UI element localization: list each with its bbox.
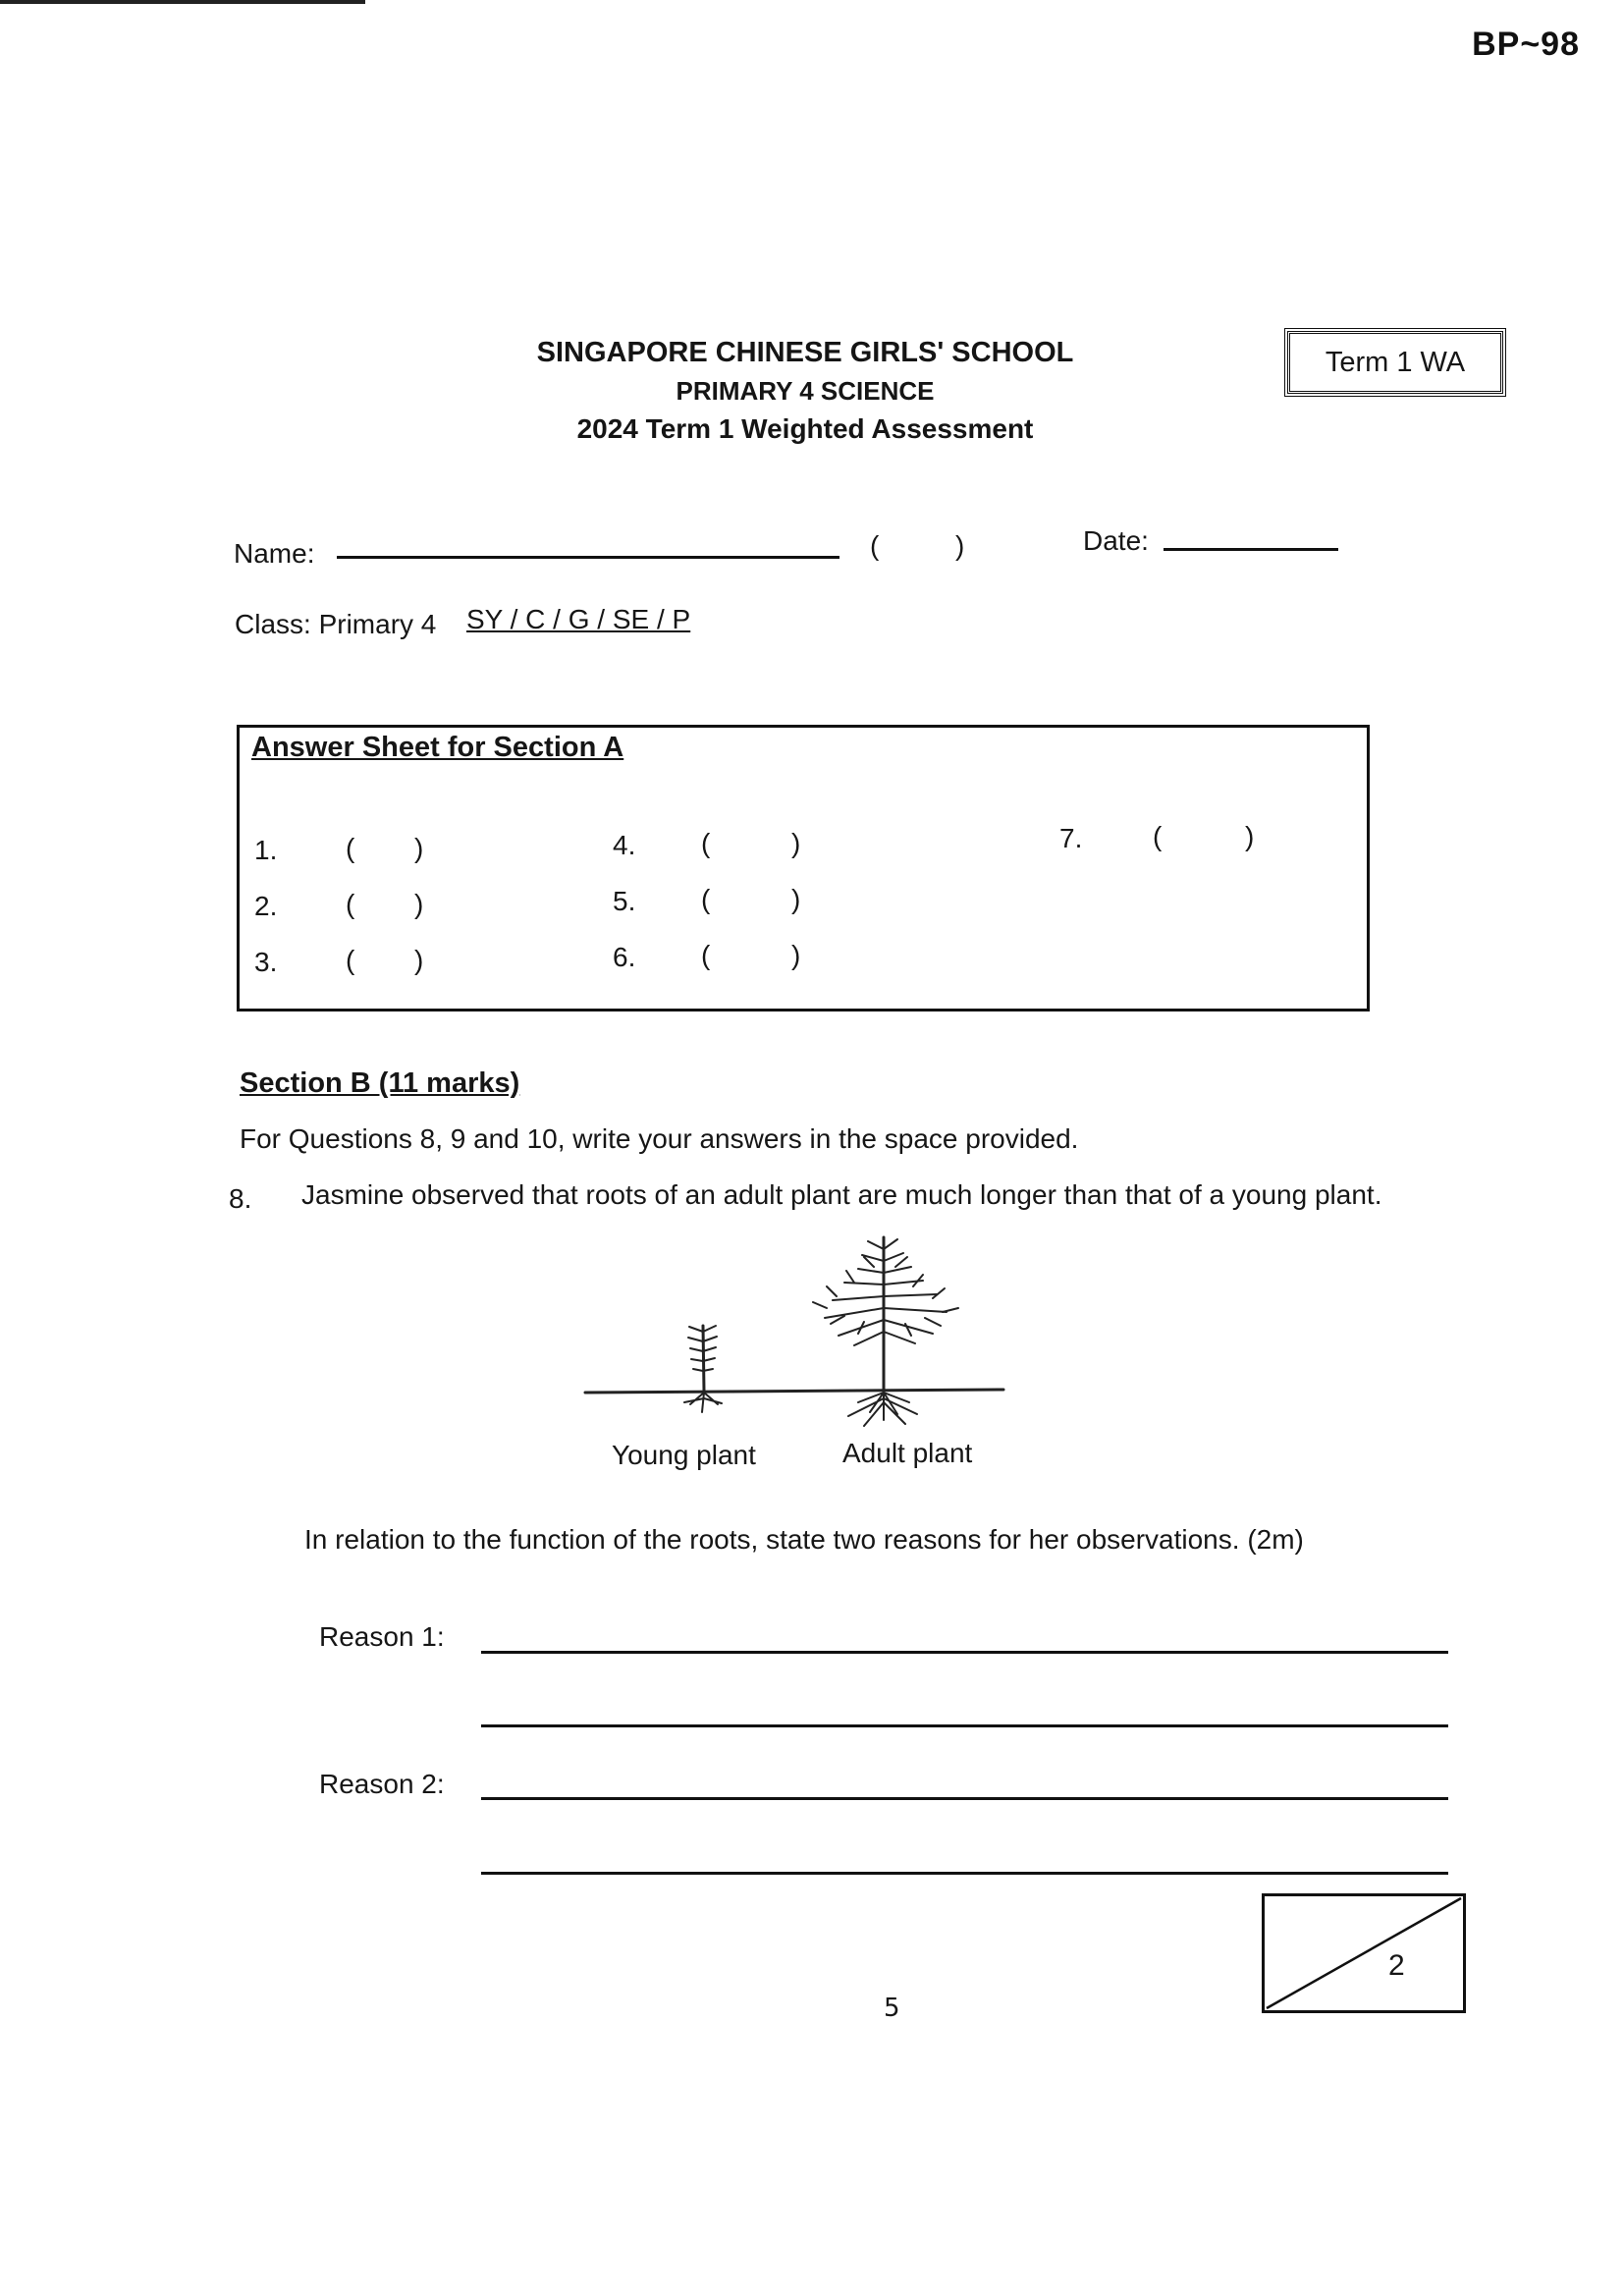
answer-1-open: ( [346,833,355,863]
reason-1-label: Reason 1: [319,1621,445,1652]
answer-5-close: ) [791,884,801,914]
class-options[interactable]: SY / C / G / SE / P [466,604,691,634]
answer-7-close: ) [1245,821,1255,851]
date-field[interactable] [1164,548,1338,551]
answer-4-close: ) [791,828,801,858]
ground-line [585,1390,1003,1393]
answer-6-close: ) [791,940,801,970]
answer-number-6: 6. [613,942,636,972]
answer-2-open: ( [346,889,355,919]
question-8-prompt: In relation to the function of the roots, state two reasons for her observations. (2m) [304,1524,1304,1555]
name-field[interactable] [337,556,839,559]
register-number-close: ) [955,530,965,561]
marks-total: 2 [1388,1949,1405,1982]
answer-number-3: 3. [254,947,278,977]
answer-1-close: ) [414,833,424,863]
answer-number-5: 5. [613,886,636,916]
register-number-open: ( [870,530,880,561]
answer-7-open: ( [1153,821,1163,851]
answer-2-close: ) [414,889,424,919]
answer-6-field[interactable] [717,940,785,973]
answer-number-1: 1. [254,835,278,865]
school-name: SINGAPORE CHINESE GIRLS' SCHOOL [536,337,1074,368]
register-number-field[interactable] [890,530,948,564]
answer-7-field[interactable] [1168,821,1237,854]
answer-3-field[interactable] [361,945,410,978]
reason-1-line-2[interactable] [481,1724,1448,1727]
answer-number-4: 4. [613,830,636,860]
answer-5-field[interactable] [717,884,785,917]
reason-1-line-1[interactable] [481,1651,1448,1654]
top-edge-line [0,0,365,4]
class-label: Class: Primary 4 [235,609,437,639]
reason-2-line-2[interactable] [481,1872,1448,1875]
question-8-text: Jasmine observed that roots of an adult plant are much longer than that of a young plant. [301,1179,1382,1210]
answer-number-7: 7. [1059,823,1083,853]
marks-box-diagonal [1265,1896,1463,2010]
answer-2-field[interactable] [361,889,410,922]
term-box: Term 1 WA [1287,331,1503,394]
answer-sheet-title: Answer Sheet for Section A [251,732,624,763]
answer-4-open: ( [701,828,711,858]
answer-5-open: ( [701,884,711,914]
answer-4-field[interactable] [717,828,785,861]
date-label: Date: [1083,525,1149,556]
adult-plant-label: Adult plant [842,1438,973,1468]
answer-6-open: ( [701,940,711,970]
question-8-number: 8. [229,1183,252,1214]
reason-2-label: Reason 2: [319,1769,445,1799]
answer-1-field[interactable] [361,833,410,866]
young-plant-label: Young plant [612,1440,756,1470]
reason-2-line-1[interactable] [481,1797,1448,1800]
answer-3-close: ) [414,945,424,975]
marks-box [1262,1893,1466,2013]
section-b-title: Section B (11 marks) [240,1067,520,1099]
answer-number-2: 2. [254,891,278,921]
document-code: BP~98 [1472,26,1580,63]
page-number: 5 [884,1994,900,2023]
adult-plant-drawing [813,1237,958,1426]
assessment-title: 2024 Term 1 Weighted Assessment [576,413,1034,444]
answer-3-open: ( [346,945,355,975]
subject-title: PRIMARY 4 SCIENCE [676,376,935,406]
name-label: Name: [234,538,315,569]
plants-illustration [579,1228,1011,1453]
young-plant-drawing [684,1326,722,1412]
section-b-instruction: For Questions 8, 9 and 10, write your answers in the space provided. [240,1123,1079,1154]
